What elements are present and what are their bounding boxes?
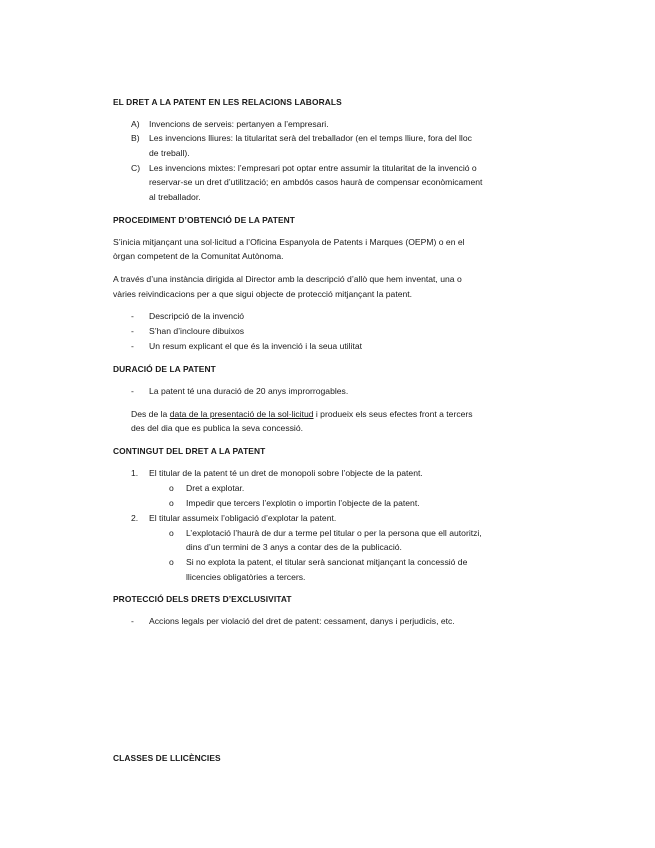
paragraph: A través d’una instància dirigida al Director amb la descripció d’allò que hem inventat, una o: [113, 274, 462, 284]
list-item-text: El titular de la patent té un dret de monopoli sobre l’objecte de la patent.: [149, 468, 423, 478]
list-item-text: S’han d’incloure dibuixos: [149, 326, 245, 336]
list-marker: A): [131, 119, 140, 129]
heading-procedure: PROCEDIMENT D’OBTENCIÓ DE LA PATENT: [113, 215, 296, 225]
list-marker: C): [131, 163, 141, 173]
sub-bullet: o: [169, 557, 174, 567]
paragraph: vàries reivindicacions per a que sigui objecte de protecció mitjançant la patent.: [113, 289, 413, 299]
list-item-text: Un resum explicant el que és la invenció i la seua utilitat: [149, 341, 363, 351]
list-item-text: Impedir que tercers l’explotin o importin l’objecte de la patent.: [186, 498, 420, 508]
list-item-text: La patent té una duració de 20 anys improrrogables.: [149, 386, 349, 396]
list-item-text: llicencies obligatòries a tercers.: [186, 572, 306, 582]
list-item-text: El titular assumeix l’obligació d’explotar la patent.: [149, 513, 337, 523]
list-item-text: Les invencions mixtes: l’empresari pot optar entre assumir la titularitat de la invenció o: [149, 163, 477, 173]
list-item-text: L’explotació l’haurà de dur a terme pel titular o per la persona que ell autoritzi,: [186, 528, 482, 538]
bullet-dash: -: [131, 326, 134, 336]
list-item-text: dins d’un termini de 3 anys a contar des de la publicació.: [186, 542, 402, 552]
bullet-dash: -: [131, 616, 134, 626]
list-marker: B): [131, 133, 140, 143]
underlined-phrase: data de la presentació de la sol·licitud: [169, 409, 314, 419]
heading-patent-rights-labor: EL DRET A LA PATENT EN LES RELACIONS LABORALS: [113, 97, 342, 107]
list-number: 2.: [131, 513, 139, 523]
sub-bullet: o: [169, 498, 174, 508]
paragraph: [131, 407, 551, 421]
heading-content: CONTINGUT DEL DRET A LA PATENT: [113, 446, 266, 456]
bullet-dash: -: [131, 311, 134, 321]
list-item-text: Accions legals per violació del dret de patent: cessament, danys i perjudicis, etc.: [149, 616, 455, 626]
list-number: 1.: [131, 468, 139, 478]
bullet-dash: -: [131, 341, 134, 351]
paragraph: òrgan competent de la Comunitat Autònoma.: [113, 251, 284, 261]
list-item-text: de treball).: [149, 148, 190, 158]
list-item-text: al treballador.: [149, 192, 201, 202]
list-item-text: Si no explota la patent, el titular serà sancionat mitjançant la concessió de: [186, 557, 468, 567]
heading-license-classes: CLASSES DE LLICÈNCIES: [113, 753, 221, 763]
paragraph: des del dia que es publica la seva concessió.: [131, 423, 303, 433]
paragraph: S’inicia mitjançant una sol·licitud a l’Oficina Espanyola de Patents i Marques (OEPM) o en el: [113, 237, 465, 247]
paragraph-text: Des de la: [131, 409, 170, 419]
heading-duration: DURACIÓ DE LA PATENT: [113, 364, 216, 374]
list-item-text: reservar-se un dret d’utilització; en ambdós casos haurà de compensar econòmicament: [149, 177, 483, 187]
list-item-text: Invencions de serveis: pertanyen a l’empresari.: [149, 119, 329, 129]
sub-bullet: o: [169, 528, 174, 538]
heading-protection: PROTECCIÓ DELS DRETS D’EXCLUSIVITAT: [113, 594, 292, 604]
list-item-text: Les invencions lliures: la titularitat serà del treballador (en el temps lliure, fora del lloc: [149, 133, 472, 143]
paragraph-text: i produeix els seus efectes front a tercers: [313, 409, 473, 419]
list-item-text: Dret a explotar.: [186, 483, 245, 493]
bullet-dash: -: [131, 386, 134, 396]
sub-bullet: o: [169, 483, 174, 493]
list-item-text: Descripció de la invenció: [149, 311, 245, 321]
